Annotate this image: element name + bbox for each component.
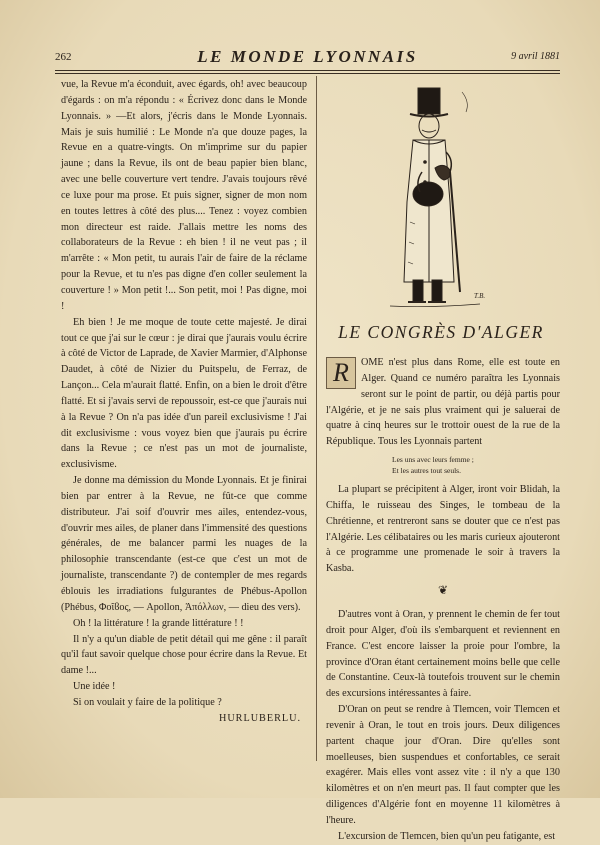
paragraph: D'autres vont à Oran, y prennent le chemin de fer tout droit pour Alger, d'où ils s'embarquent et reviennent en France. C'est encore laisser la proie pour l'ombre, la province d'Oran étant certainement moins belle que celle de Constantine. Ceux-là toutefois trouvent sur le chemin des excursions intéressantes à faire. [326,608,560,700]
right-column [326,355,560,845]
paragraph: La plupart se précipitent à Alger, iront voir Blidah, la Chiffa, le ruisseau des Singes, le tombeau de la Chrétienne, et rentreront sans se douter que ce n'est pas l'Algérie. Les célibataires ou les maris curieux ajouteront à ce programme une promenade le soir à travers la Kasba. [326,484,560,575]
traveler-figure-drawing [380,82,500,314]
masthead: LE MONDE LYONNAIS [197,47,418,66]
ornament-icon: ❦ [437,583,449,598]
verse-quote: Les uns avec leurs femme ; Et les autres tout seuls. [392,455,474,476]
author-signature: HURLUBERLU. [218,712,301,724]
illustrator-signature: T.B. [474,292,486,300]
drop-cap: R [326,357,356,389]
page-number: 262 [55,51,72,63]
page-header [55,47,560,67]
paragraph: L'excursion de Tlemcen, bien qu'un peu fatigante, est [338,830,556,842]
paragraph: vue, la Revue m'a éconduit, avec égards, oh! avec beaucoup d'égards : on m'a répondu : « Écrivez donc dans le Monde Lyonnais. » —Et alors, j'écris dans le Monde Lyonnais. Mais je suis humilié : Le Monde n'a que douze pages, la Revue en a quatre-vingts. On m'imprime sur du papier jaune ; dans la Revue, ils ont de beau papier bien blanc, avec une belle couverture vert tendre. J'avais toujours rêvé ce luxe pour ma prose. Et puis signer, signer de mon nom en toutes lettres à côté des plus.... Tenez : voyez combien mon directeur est raide. J'allais mettre les noms des collaborateurs de la Revue : eh bien ! il ne veut pas ; il m'arrête : « Mon petit, tu aurais l'air de faire de la réclame pour la Revue, et tu n'es pas digne d'en coller seulement la couverture ! » Mon petit !... Son petit, moi ! Pas digne, moi ! [61,79,307,312]
paragraph: Une idée ! [73,681,116,693]
issue-date: 9 avril 1881 [511,51,560,62]
paragraph: Je donne ma démission du Monde Lyonnais. Et je finirai bien par entrer à la Revue, ne fût-ce que comme distributeur. J'ai soif d'ouvrir mes ailes, entendez-vous, d'ouvrir mes ailes, de planer dans l'immensité des questions générales, de me balancer parmi les nuages de la philosophie transcendante (est-ce que c'est un mot de journaliste, transcendante ?) de contempler de mes regards éblouis les irradiations fulgurantes de Phébus-Apollon (Phébus, Φοῖϐος, — Apollon, Ἀπόλλων, — dieu des vers). [61,475,307,613]
paragraph: Si on voulait y faire de la politique ? [73,696,222,708]
header-rule [55,70,560,71]
caricature-illustration [380,82,500,314]
header-rule-thin [55,73,560,74]
left-column [61,77,307,727]
paragraph: Oh ! la littérature ! la grande littérature ! ! [73,617,244,629]
column-divider [316,76,317,761]
paragraph: Il n'y a qu'un diable de petit détail qui me gêne : il paraît qu'il faut savoir quelque chose pour écrire dans la Revue. Et dame !... [61,633,307,677]
paragraph: Eh bien ! Je me moque de toute cette majesté. Je dirai tout ce que j'ai sur le cœur : je dirai que j'aurais voulu écrire à côté de Victor de Laprade, de Xavier Marmier, d'Alphonse Daudet, à côté de Nizier du Puitspelu, de Ferraz, de Lançon... Cela m'aurait flatté. Enfin, on a bien le droit d'être flatté. Et si j'avais servi de repoussoir, est-ce que j'aurais nui à la Revue ? On n'a pas idée d'un pareil exclusivisme ! J'ai dit exclusivisme : vous voyez bien que j'aurais pu écrire dans la Revue ; ce n'est pas un mot de journaliste, exclusivisme. [61,316,307,471]
article-title: LE CONGRÈS D'ALGER [338,322,544,342]
opening-paragraph: R OME n'est plus dans Rome, elle est toute en Alger. Quand ce numéro paraîtra les Lyonnais seront sur le point de partir, ou déjà partis pour l'Algérie, et je ne sais plus vraiment qui je saluerai de quatre à cinq heures sur le trottoir ouest de la rue de la République. Tous les Lyonnais partent [326,357,560,448]
paragraph: D'Oran on peut se rendre à Tlemcen, voir Tlemcen et revenir à Oran, le tout en trois jours. Deux diligences partent chaque jour d'Oran. Dire qu'elles sont moelleuses, bien suspendues et confortables, ce serait exagérer. Mais elles vont assez vite : il n'y a que 130 kilomètres et on n'en meurt pas. Il faut compter que les diligences d'Algérie font en moyenne 11 kilomètres à l'heure. [326,704,560,826]
